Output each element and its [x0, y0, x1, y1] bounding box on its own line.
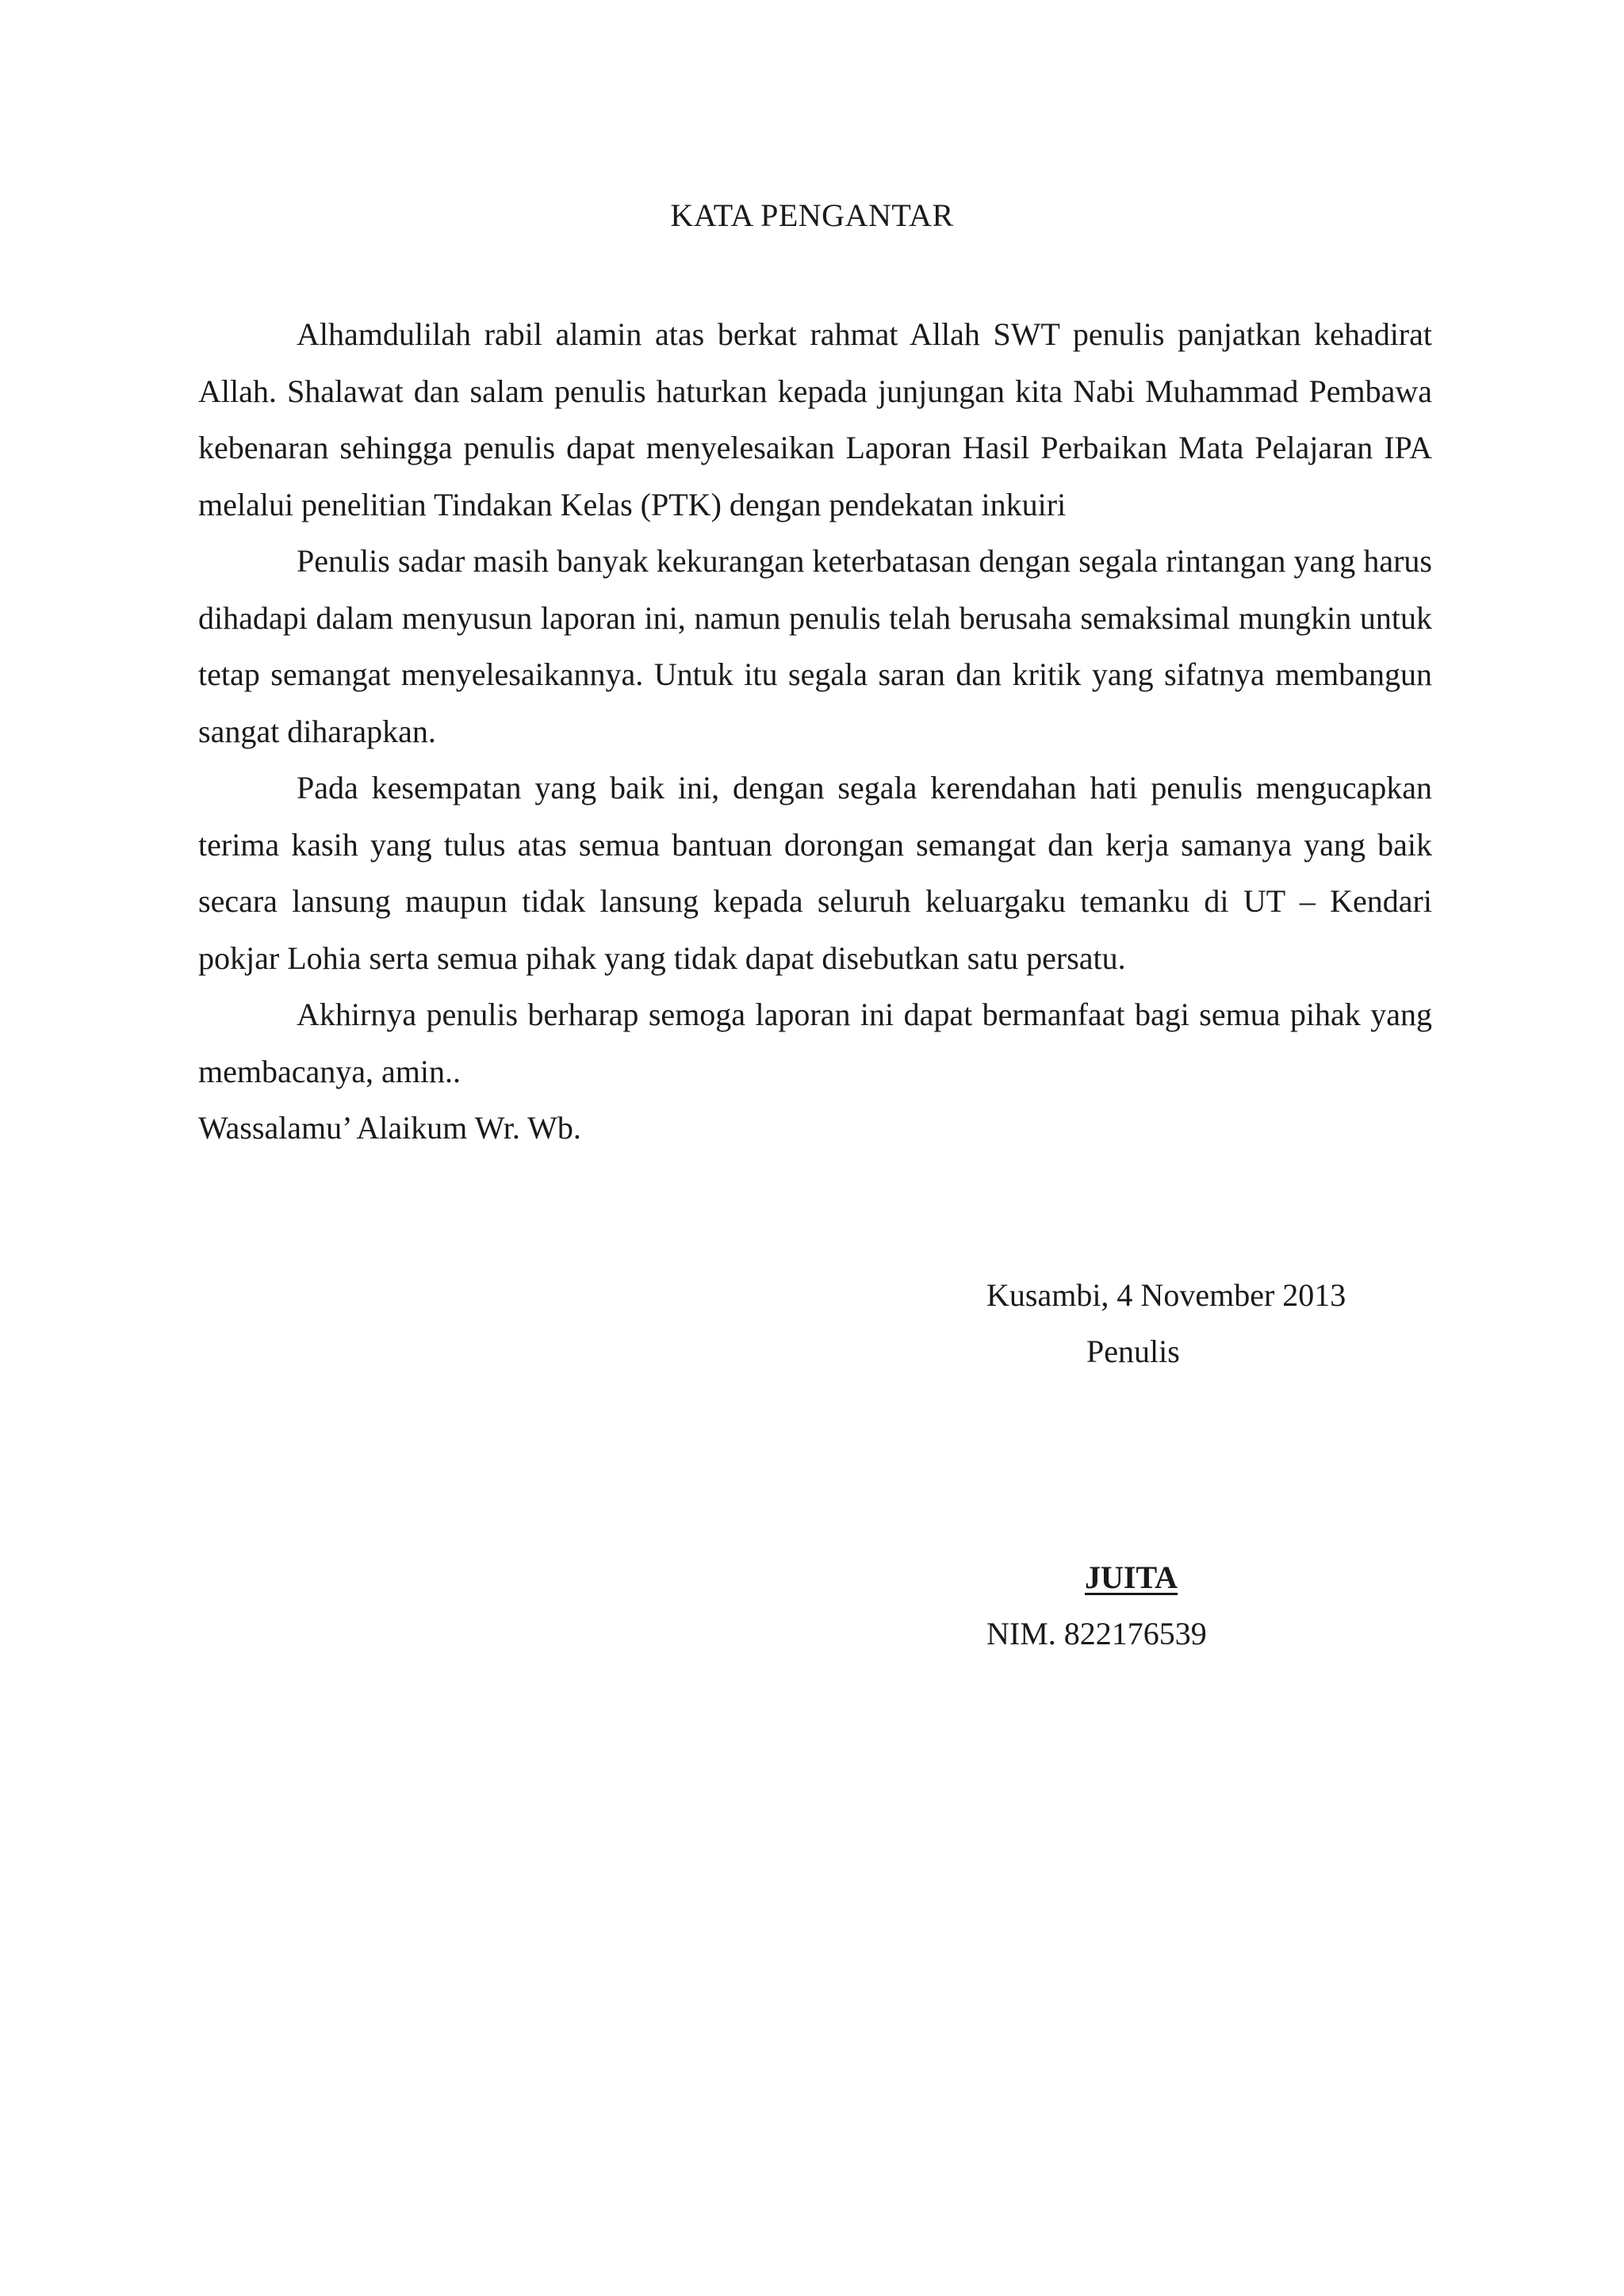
place-date: Kusambi, 4 November 2013	[986, 1277, 1346, 1313]
page-title: KATA PENGANTAR	[670, 197, 954, 233]
signature-block	[986, 1267, 1431, 1662]
signer-role: Penulis	[1086, 1334, 1180, 1369]
signer-name: JUITA	[1085, 1559, 1178, 1595]
document-body	[198, 306, 1432, 1157]
paragraph-4: Akhirnya penulis berharap semoga laporan ini dapat bermanfaat bagi semua pihak yang membacanya, amin..	[198, 997, 1432, 1089]
paragraph-2: Penulis sadar masih banyak kekurangan keterbatasan dengan segala rintangan yang harus dihadapi dalam menyusun laporan ini, namun penulis telah berusaha semaksimal mungkin untuk tetap semangat menyelesaikannya. Untuk itu segala saran dan kritik yang sifatnya membangun sangat diharapkan.	[198, 543, 1432, 749]
paragraph-3: Pada kesempatan yang baik ini, dengan segala kerendahan hati penulis mengucapkan terima kasih yang tulus atas semua bantuan dorongan semangat dan kerja samanya yang baik secara lansung maupun tidak lansung kepada seluruh keluargaku temanku di UT – Kendari pokjar Lohia serta semua pihak yang tidak dapat disebutkan satu persatu.	[198, 770, 1432, 976]
paragraph-1: Alhamdulilah rabil alamin atas berkat rahmat Allah SWT penulis panjatkan kehadirat Allah. Shalawat dan salam penulis haturkan kepada junjungan kita Nabi Muhammad Pembawa kebenaran sehingga penulis dapat menyelesaikan Laporan Hasil Perbaikan Mata Pelajaran IPA melalui penelitian Tindakan Kelas (PTK) dengan pendekatan inkuiri	[198, 316, 1432, 522]
signer-nim: NIM. 822176539	[986, 1616, 1207, 1651]
closing-greeting: Wassalamu’ Alaikum Wr. Wb.	[198, 1110, 581, 1146]
